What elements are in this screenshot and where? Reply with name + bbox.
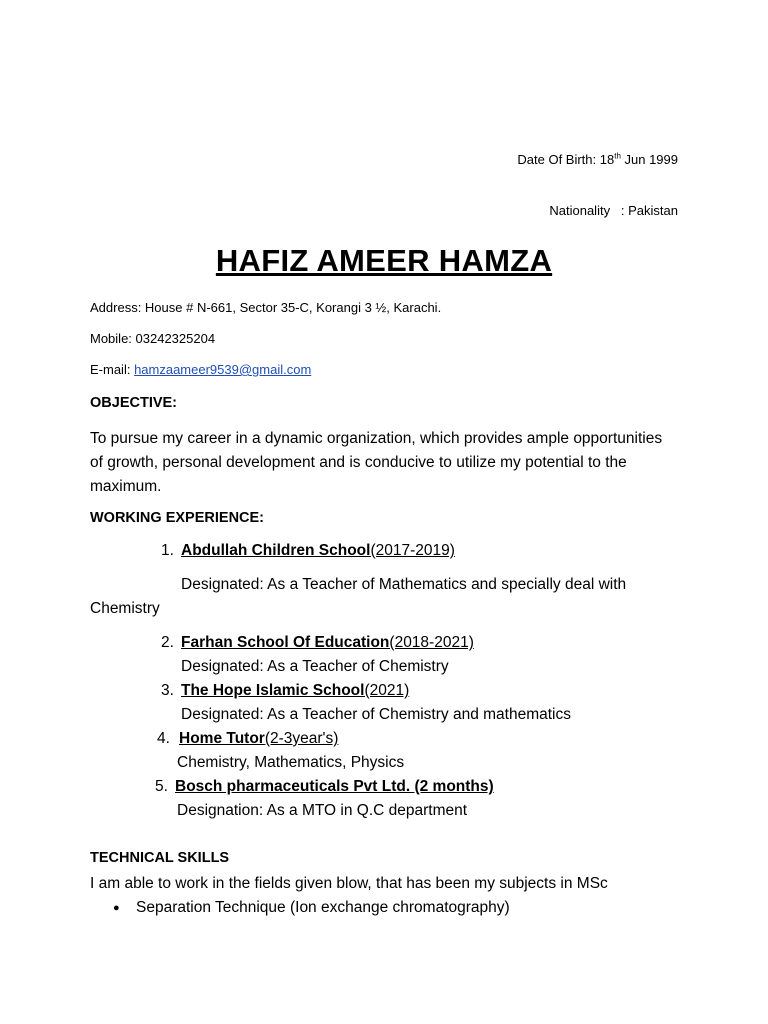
- email-label: E-mail:: [90, 362, 135, 377]
- item-number: 4.: [157, 730, 170, 747]
- item-number: 2.: [161, 634, 174, 651]
- objective-heading: OBJECTIVE:: [90, 395, 178, 411]
- dob-month-year: Jun 1999: [620, 152, 678, 167]
- item-period: (2021): [364, 682, 410, 699]
- item-period: (2-3year's): [264, 730, 339, 747]
- dob-label: Date Of Birth: 18: [517, 152, 615, 167]
- experience-item-3-desc: Designated: As a Teacher of Chemistry and mathematics: [181, 706, 571, 723]
- experience-item-2-desc: Designated: As a Teacher of Chemistry: [181, 658, 449, 675]
- address: Address: House # N-661, Sector 35-C, Korangi 3 ½, Karachi.: [90, 300, 442, 315]
- experience-item-4-desc: Chemistry, Mathematics, Physics: [177, 754, 405, 771]
- email-link[interactable]: hamzaameer9539@gmail.com: [134, 362, 312, 377]
- item-org: Farhan School Of Education: [181, 634, 390, 651]
- objective-text: To pursue my career in a dynamic organization, which provides ample opportunities of growth, personal development and is conducive to utilize my potential to the maximum.: [90, 430, 663, 495]
- candidate-name: HAFIZ AMEER HAMZA: [215, 243, 553, 278]
- item-org: Abdullah Children School: [181, 542, 371, 559]
- item-org: Bosch pharmaceuticals Pvt Ltd. (2 months): [175, 778, 494, 795]
- email-line: [90, 362, 311, 377]
- nationality: Nationality : Pakistan: [549, 203, 678, 218]
- experience-item-1-desc-cont: Chemistry: [90, 600, 160, 617]
- experience-item-3: [161, 682, 409, 700]
- technical-skills-heading: TECHNICAL SKILLS: [90, 850, 230, 866]
- bullet-icon: ●: [113, 902, 120, 914]
- experience-item-2: [161, 634, 474, 652]
- date-of-birth: [517, 152, 678, 167]
- item-number: 1.: [161, 542, 174, 559]
- item-period: (2017-2019): [370, 542, 455, 559]
- mobile: Mobile: 03242325204: [90, 331, 216, 346]
- item-org: Home Tutor: [179, 730, 265, 747]
- experience-heading: WORKING EXPERIENCE:: [90, 510, 265, 526]
- experience-item-4: [157, 730, 338, 748]
- experience-item-5-desc: Designation: As a MTO in Q.C department: [177, 802, 468, 819]
- experience-item-1: [161, 542, 455, 560]
- skills-intro: I am able to work in the fields given blow, that has been my subjects in MSc: [90, 875, 608, 892]
- skill-text: Separation Technique (Ion exchange chromatography): [136, 899, 510, 916]
- item-period: (2018-2021): [389, 634, 474, 651]
- experience-item-5: [155, 778, 494, 796]
- item-org: The Hope Islamic School: [181, 682, 365, 699]
- experience-item-1-desc: Designated: As a Teacher of Mathematics and specially deal with: [181, 576, 627, 593]
- dob-superscript: th: [614, 151, 621, 161]
- item-number: 3.: [161, 682, 174, 699]
- skill-list-item: [113, 899, 510, 917]
- item-number: 5.: [155, 778, 168, 795]
